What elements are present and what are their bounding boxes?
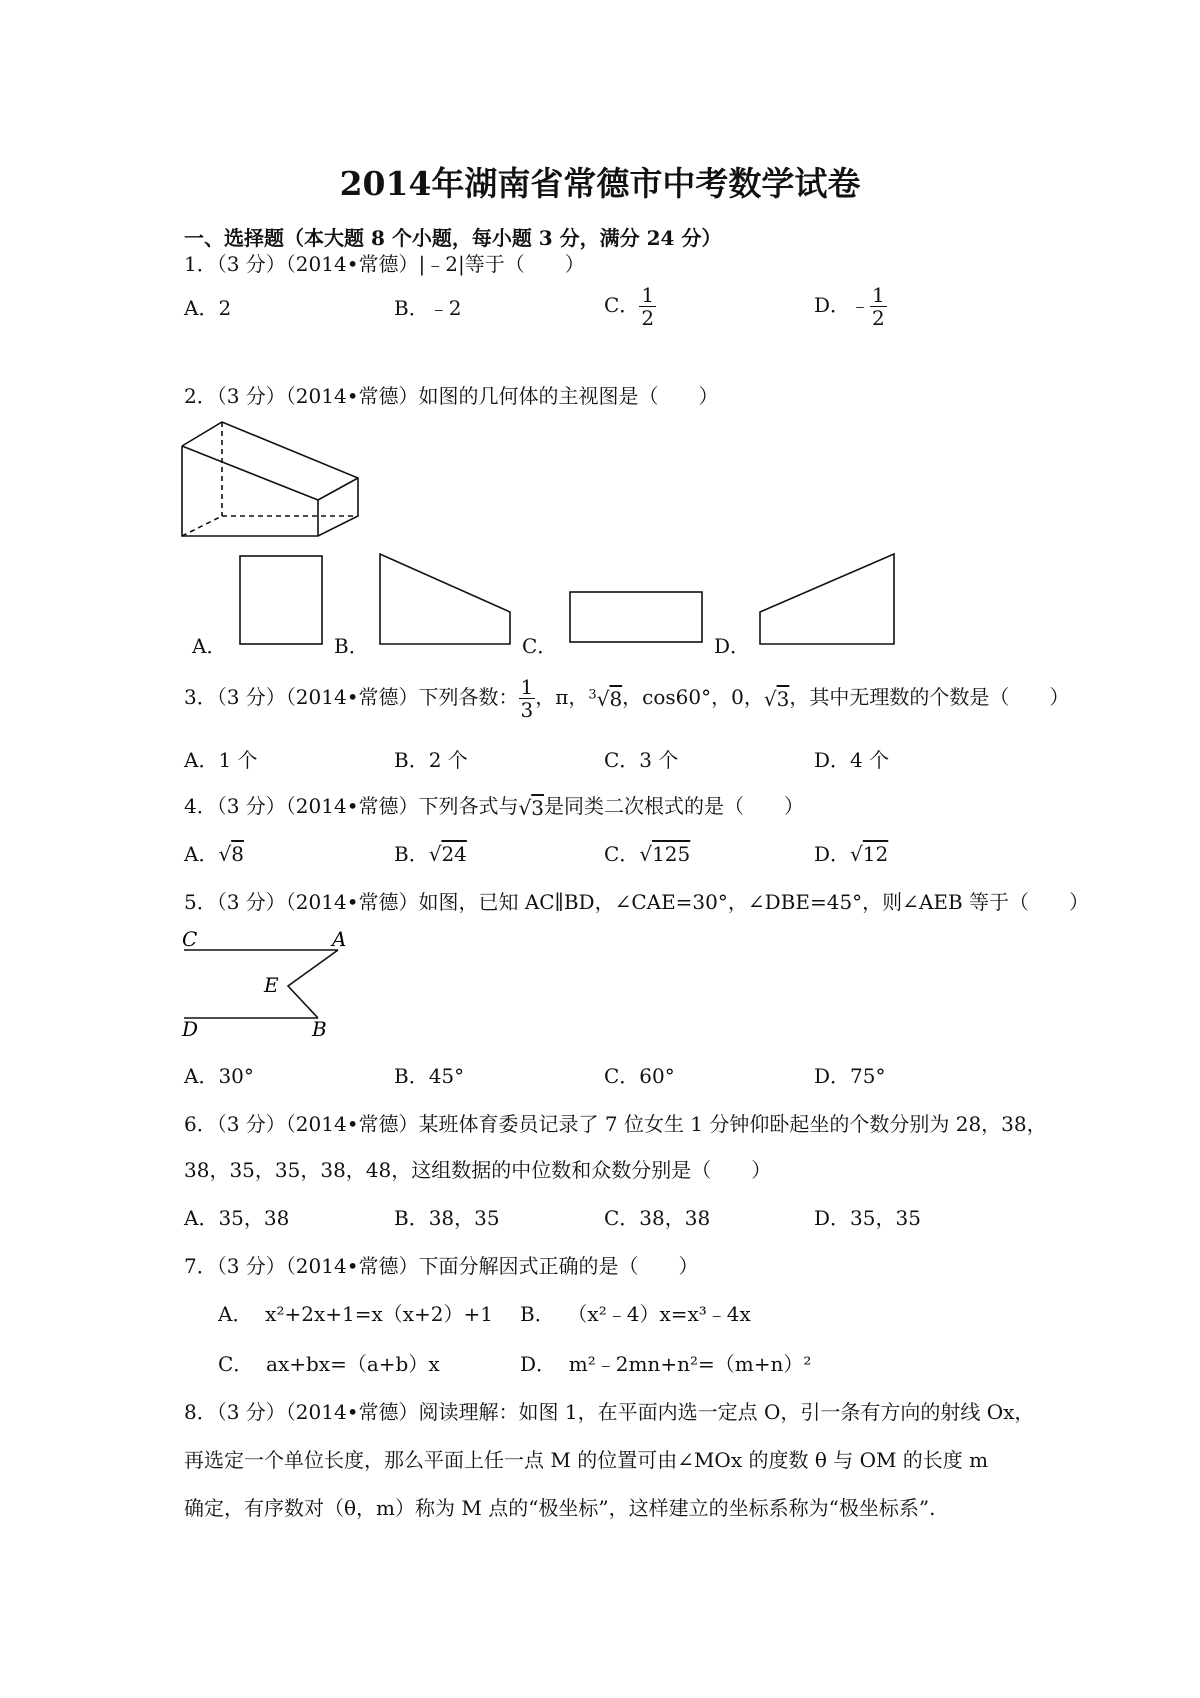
q3-option-a: A．1 个 (184, 748, 258, 772)
q7-stem: 7．（3 分）（2014•常德）下面分解因式正确的是（ ） (184, 1254, 699, 1278)
q1-option-a: A．2 (184, 296, 232, 320)
label-b: B (312, 1017, 327, 1038)
q2-option-a: A． (192, 634, 227, 658)
q7-option-c: C． ax+bx=（a+b）x (218, 1352, 440, 1376)
q1-stem: 1．（3 分）（2014•常德）|﹣2|等于（ ） (184, 252, 585, 276)
q3-stem: 3．（3 分）（2014•常德）下列各数： $\frac{1}{3}$ ，π，$^3$√8，cos60°，0，√3，其中无理数的个数是（ ） (184, 675, 1070, 722)
q1-option-c: C． $\frac{1}{2}$ (604, 283, 655, 330)
q1-option-b: B．﹣2 (394, 296, 462, 320)
q8-line1: 8．（3 分）（2014•常德）阅读理解：如图 1，在平面内选一定点 O，引一条有方向的射线 Ox， (184, 1400, 1035, 1424)
q2-option-c-shape (568, 590, 708, 648)
q7-option-d: D． m²﹣2mn+n²=（m+n）² (520, 1352, 812, 1376)
page-title: 2014年湖南省常德市中考数学试卷 (339, 164, 861, 203)
q4-option-c: C．√125 (604, 842, 691, 866)
q2-solid-figure (180, 420, 360, 540)
q6-option-b: B．38，35 (394, 1206, 500, 1230)
q5-option-a: A．30° (184, 1064, 254, 1088)
q6-option-a: A．35，38 (184, 1206, 290, 1230)
q6-option-c: C．38，38 (604, 1206, 711, 1230)
q6-stem-line2: 38，35，35，38，48，这组数据的中位数和众数分别是（ ） (184, 1158, 772, 1182)
cube-root-8: $^3$√8 (588, 686, 623, 711)
q7-option-a: A． x²+2x+1=x（x+2）+1 (218, 1302, 493, 1326)
label-e: E (264, 973, 279, 997)
q3-option-b: B．2 个 (394, 748, 468, 772)
label-c: C (182, 928, 198, 951)
q6-option-d: D．35，35 (814, 1206, 921, 1230)
q5-stem: 5．（3 分）（2014•常德）如图，已知 AC∥BD，∠CAE=30°，∠DBE=45°，则∠AEB 等于（ ） (184, 890, 1090, 914)
q2-option-d-shape (758, 552, 898, 648)
q4-stem: 4．（3 分）（2014•常德）下列各式与√3是同类二次根式的是（ ） (184, 794, 804, 820)
q5-option-b: B．45° (394, 1064, 465, 1088)
q5-parallel-lines-figure (180, 928, 360, 1038)
q3-option-c: C．3 个 (604, 748, 679, 772)
q2-option-b: B． (334, 634, 369, 658)
q2-stem: 2．（3 分）（2014•常德）如图的几何体的主视图是（ ） (184, 384, 719, 408)
q2-option-a-shape (238, 554, 328, 648)
q5-option-c: C．60° (604, 1064, 675, 1088)
q4-option-d: D．√12 (814, 842, 889, 866)
label-a: A (332, 928, 347, 951)
q2-option-d: D． (714, 634, 751, 658)
q6-stem-line1: 6．（3 分）（2014•常德）某班体育委员记录了 7 位女生 1 分钟仰卧起坐的个数分别为 28，38， (184, 1112, 1047, 1136)
label-d: D (182, 1017, 199, 1038)
sqrt-3: √3 (763, 686, 790, 711)
q2-option-b-shape (378, 552, 514, 648)
q5-option-d: D．75° (814, 1064, 886, 1088)
q2-option-c: C． (522, 634, 558, 658)
q4-option-a: A．√8 (184, 842, 244, 866)
section-heading: 一、选择题（本大题 8 个小题，每小题 3 分，满分 24 分） (184, 226, 722, 250)
q8-line2: 再选定一个单位长度，那么平面上任一点 M 的位置可由∠MOx 的度数 θ 与 OM 的长度 m (184, 1448, 989, 1472)
q8-line3: 确定，有序数对（θ，m）称为 M 点的“极坐标”，这样建立的坐标系称为“极坐标系”. (184, 1496, 936, 1520)
q4-option-b: B．√24 (394, 842, 467, 866)
q7-option-b: B． （x²﹣4）x=x³﹣4x (520, 1302, 751, 1326)
q3-option-d: D．4 个 (814, 748, 890, 772)
q1-option-d: D．﹣ $\frac{1}{2}$ (814, 283, 885, 330)
